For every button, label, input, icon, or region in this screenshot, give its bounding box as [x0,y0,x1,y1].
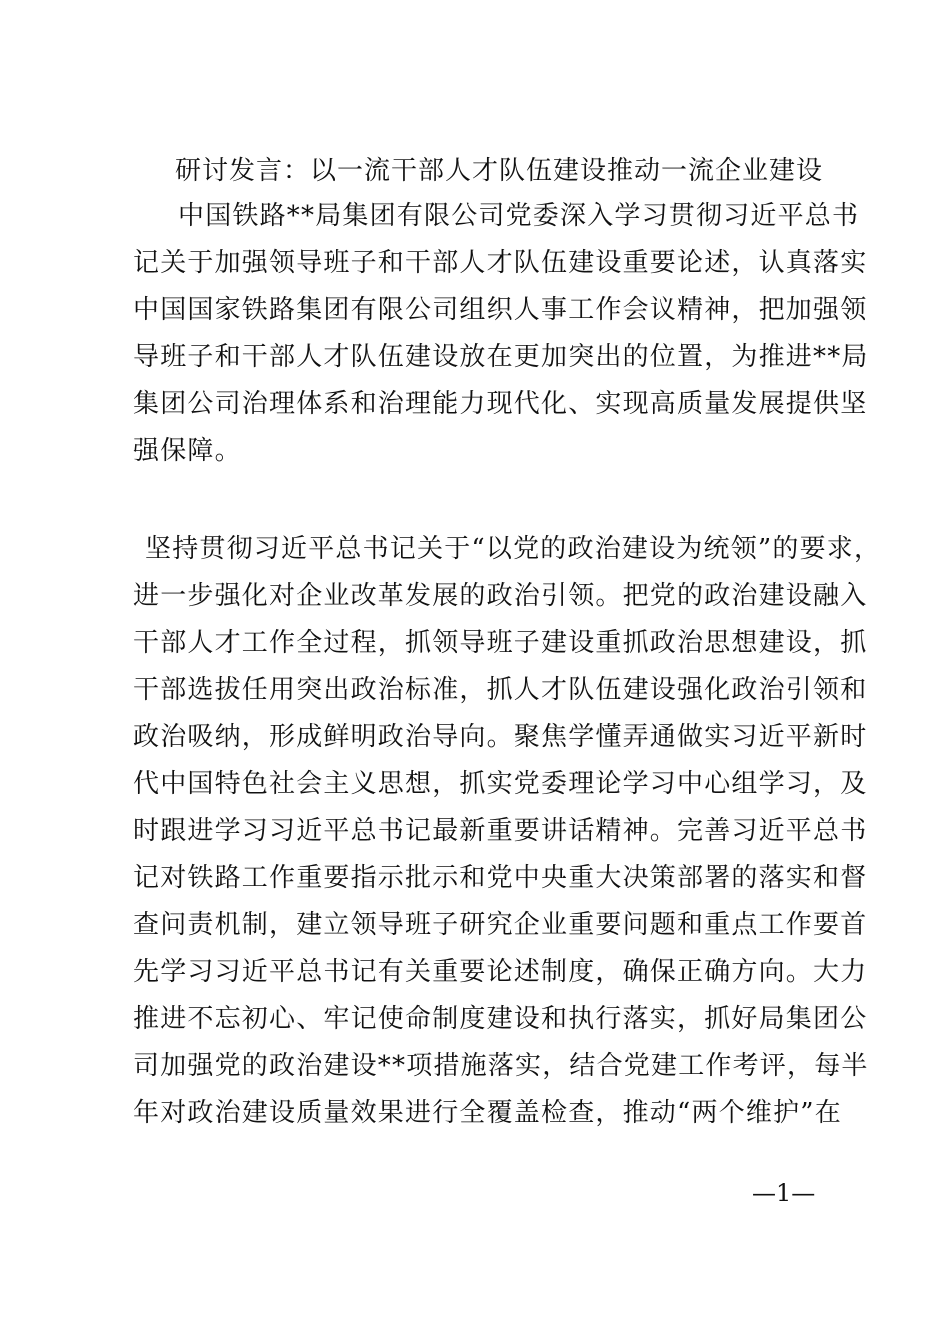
paragraph-2-line-3: 干部人才工作全过程，抓领导班子建设重抓政治思想建设，抓 [133,628,868,658]
paragraph-2-line-13: 年对政治建设质量效果进行全覆盖检查，推动“两个维护”在 [133,1098,842,1128]
paragraph-2-line-11: 推进不忘初心、牢记使命制度建设和执行落实，抓好局集团公 [133,1004,868,1034]
paragraph-1-line-3: 中国国家铁路集团有限公司组织人事工作会议精神，把加强领 [133,295,868,325]
document-title: 研讨发言：以一流干部人才队伍建设推动一流企业建设 [175,156,824,186]
paragraph-2-line-8: 记对铁路工作重要指示批示和党中央重大决策部署的落实和督 [133,863,868,893]
paragraph-2-line-9: 查问责机制，建立领导班子研究企业重要问题和重点工作要首 [133,910,868,940]
paragraph-2-line-4: 干部选拔任用突出政治标准，抓人才队伍建设强化政治引领和 [133,675,868,705]
paragraph-2-line-1: 坚持贯彻习近平总书记关于“以党的政治建设为统领”的要求， [145,534,882,564]
paragraph-2-line-7: 时跟进学习习近平总书记最新重要讲话精神。完善习近平总书 [133,816,868,846]
page-number: —1— [752,1179,816,1207]
paragraph-2-line-5: 政治吸纳，形成鲜明政治导向。聚焦学懂弄通做实习近平新时 [133,722,868,752]
paragraph-1-line-1: 中国铁路**局集团有限公司党委深入学习贯彻习近平总书 [178,201,860,231]
paragraph-2-line-2: 进一步强化对企业改革发展的政治引领。把党的政治建设融入 [133,581,868,611]
paragraph-1-line-2: 记关于加强领导班子和干部人才队伍建设重要论述，认真落实 [133,248,868,278]
paragraph-2-line-12: 司加强党的政治建设**项措施落实，结合党建工作考评，每半 [133,1051,869,1081]
paragraph-2-line-6: 代中国特色社会主义思想，抓实党委理论学习中心组学习，及 [133,769,868,799]
paragraph-2-line-10: 先学习习近平总书记有关重要论述制度，确保正确方向。大力 [133,957,868,987]
paragraph-1-line-4: 导班子和干部人才队伍建设放在更加突出的位置，为推进**局 [133,342,869,372]
paragraph-1-line-5: 集团公司治理体系和治理能力现代化、实现高质量发展提供坚 [133,389,868,419]
paragraph-1-line-6: 强保障。 [133,436,242,466]
